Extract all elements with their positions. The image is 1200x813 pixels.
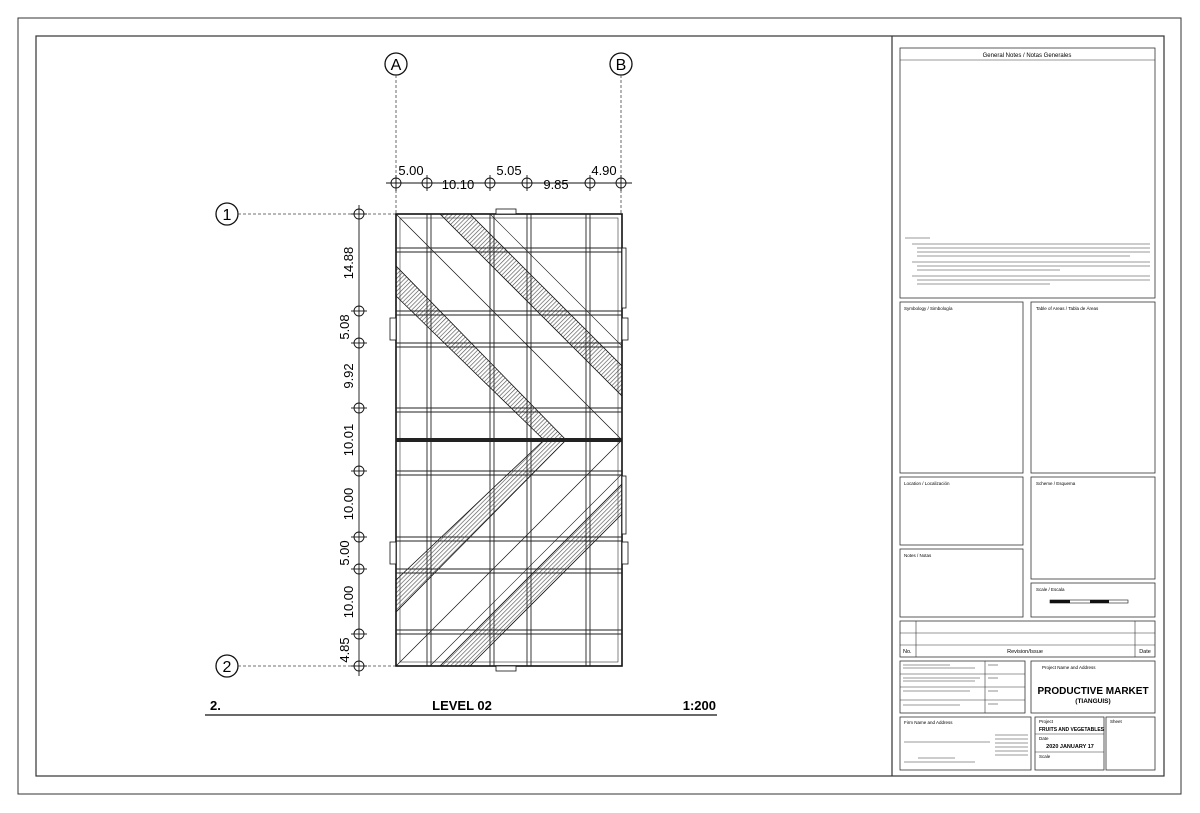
notes-label: Notes / Notas	[904, 553, 932, 558]
grid-bubble-1	[216, 203, 238, 225]
project-label: Project Name and Address	[1042, 665, 1096, 670]
floor-plan-level-02	[390, 209, 628, 671]
dim-h-1: 5.00	[398, 163, 424, 178]
sheet-label: Sheet	[1110, 719, 1122, 724]
scheme-box	[1031, 477, 1155, 579]
grid-bubble-b	[610, 53, 632, 75]
grid-label-1: 1	[222, 207, 232, 224]
grid-label-2: 2	[222, 659, 232, 676]
drawing-scale: 1:200	[682, 698, 716, 713]
consultants-text-lines	[903, 665, 998, 705]
firm-label: Firm Name and Address	[904, 720, 953, 725]
firm-text-lines	[904, 735, 1028, 762]
dim-h-4: 9.85	[543, 177, 569, 192]
vertical-dimension-string	[337, 205, 367, 676]
grid-label-b: B	[615, 57, 627, 74]
scale-label: Scale / Escala	[1036, 587, 1065, 592]
grid-label-a: A	[390, 57, 402, 74]
dim-v-8: 4.85	[337, 637, 352, 663]
notes-box	[900, 549, 1023, 617]
horizontal-dimension-string	[386, 163, 632, 192]
dim-v-3: 9.92	[341, 363, 356, 389]
drawing-number: 2.	[210, 698, 221, 713]
location-box	[900, 477, 1023, 545]
symbology-box	[900, 302, 1023, 473]
date-label: Date	[1039, 736, 1049, 741]
sheet-box	[1106, 717, 1155, 770]
dim-v-4: 10.01	[341, 423, 356, 457]
general-notes-title: General Notes / Notas Generales	[982, 53, 1072, 59]
graphic-scale-bar	[1050, 600, 1128, 603]
dim-v-7: 10.00	[341, 585, 356, 619]
table-of-areas-box	[1031, 302, 1155, 473]
title-block	[900, 48, 1155, 770]
dim-v-5: 10.00	[341, 487, 356, 521]
general-notes-text-lines	[905, 238, 1150, 284]
project-date: 2020 JANUARY 17	[1046, 744, 1094, 750]
outer-border	[18, 18, 1181, 794]
table-of-areas-label: Table of Areas / Tabla de Áreas	[1036, 306, 1099, 311]
grid-bubble-2	[216, 655, 238, 677]
dim-h-5: 4.90	[591, 163, 617, 178]
dim-v-2: 5.08	[337, 314, 352, 340]
project-subtitle: (TIANGUIS)	[1075, 698, 1111, 705]
drawing-name: LEVEL 02	[432, 698, 492, 713]
scheme-label: Scheme / Esquema	[1036, 481, 1076, 486]
dim-h-2: 10.10	[441, 177, 475, 192]
revision-no-label: No.	[903, 649, 912, 655]
revision-label: Revision/Issue	[1007, 649, 1043, 655]
central-beam	[396, 438, 622, 442]
dim-h-3: 5.05	[496, 163, 522, 178]
scale-text-label: Scale	[1039, 754, 1051, 759]
drawing-title	[205, 698, 717, 715]
dim-v-1: 14.88	[341, 246, 356, 280]
project-type: FRUITS AND VEGETABLES	[1039, 727, 1105, 733]
revision-date-label: Date	[1139, 649, 1151, 655]
project-name: PRODUCTIVE MARKET	[1037, 686, 1149, 697]
general-notes-box	[900, 48, 1155, 298]
location-label: Location / Localización	[904, 481, 950, 486]
dim-v-6: 5.00	[337, 540, 352, 566]
symbology-label: Symbology / Simbología	[904, 306, 953, 311]
project-type-label: Project	[1039, 719, 1054, 724]
grid-bubble-a	[385, 53, 407, 75]
